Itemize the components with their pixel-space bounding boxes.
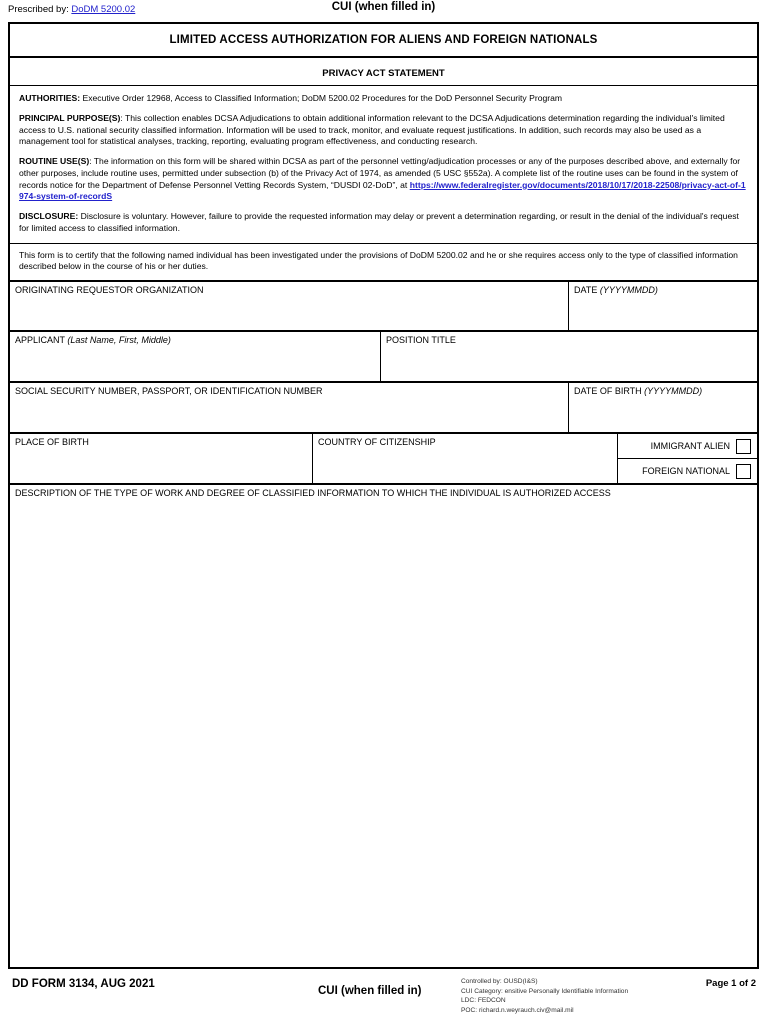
field-row-birth-citizenship-status	[10, 434, 757, 485]
field-label-position-title: POSITION TITLE	[386, 335, 456, 346]
disclosure-paragraph	[19, 211, 748, 235]
field-originating-requestor-organization[interactable]	[10, 282, 568, 330]
field-date[interactable]	[568, 282, 757, 330]
principal-purpose-text: : This collection enables DCSA Adjudications to obtain additional information relevant to the DCSA Adjudications determination regarding the individual's limited access to U.S. national security classified information. Information will be used to track, monitor, and evaluate request justifications. In addition, such records may also be used as a management tool for statistical analyses, tracking, reporting, evaluating program effectiveness, and conducting research.	[19, 112, 725, 147]
footer-cui-marking: CUI (when filled in)	[318, 985, 422, 997]
footer-form-number: DD FORM 3134, AUG 2021	[12, 978, 155, 990]
cui-header-marking: CUI (when filled in)	[331, 1, 436, 13]
authorities-text: Executive Order 12968, Access to Classified Information; DoDM 5200.02 Procedures for the DoD Personnel Security Program	[80, 93, 563, 103]
form-title: LIMITED ACCESS AUTHORIZATION FOR ALIENS AND FOREIGN NATIONALS	[169, 34, 598, 46]
field-label-country-of-citizenship: COUNTRY OF CITIZENSHIP	[318, 437, 436, 448]
field-row-applicant-position	[10, 332, 757, 383]
disclosure-label: DISCLOSURE:	[19, 211, 79, 222]
field-description-textarea[interactable]	[10, 505, 757, 967]
checkbox-label-immigrant-alien: IMMIGRANT ALIEN	[650, 441, 730, 452]
page-top-strip	[0, 0, 767, 20]
certification-statement: This form is to certify that the following named individual has been investigated under the provisions of DoDM 5200.02 and he or she requires access only to the type of classified information described below in the course of his or her duties.	[10, 244, 757, 283]
footer-poc: POC: richard.n.weyrauch.civ@mail.mil	[461, 1006, 574, 1014]
prescribed-by-link[interactable]: DoDM 5200.02	[71, 4, 136, 15]
routine-use-label: ROUTINE USE(S)	[19, 156, 90, 167]
dob-format-hint: (YYYYMMDD)	[644, 386, 703, 397]
page-footer	[0, 975, 767, 1024]
field-label-ssn-passport-id: SOCIAL SECURITY NUMBER, PASSPORT, OR IDENTIFICATION NUMBER	[15, 386, 323, 397]
date-label-text: DATE	[574, 285, 600, 296]
footer-cui-category: CUI Category: ensitive Personally Identifiable Information	[461, 987, 629, 995]
privacy-act-statement-title: PRIVACY ACT STATEMENT	[322, 68, 445, 79]
principal-purpose-label: PRINCIPAL PURPOSE(S)	[19, 112, 121, 123]
field-label-applicant	[15, 335, 380, 345]
field-row-organization-date	[10, 282, 757, 332]
form-container	[8, 22, 759, 969]
field-label-originating-requestor-organization: ORIGINATING REQUESTOR ORGANIZATION	[15, 285, 204, 296]
disclosure-text: Disclosure is voluntary. However, failure to provide the requested information may delay or prevent a determination regarding, or result in the denial of the individual's request for limited access to classified information.	[19, 211, 739, 233]
applicant-format-hint: (Last Name, First, Middle)	[67, 335, 171, 346]
alien-status-checkbox-group	[618, 434, 757, 483]
field-label-place-of-birth: PLACE OF BIRTH	[15, 437, 89, 448]
field-label-description	[10, 485, 757, 505]
privacy-act-title-band	[10, 58, 757, 86]
checkbox-immigrant-alien[interactable]	[736, 439, 751, 454]
prescribed-by-label: Prescribed by:	[8, 4, 72, 15]
description-header-text: DESCRIPTION OF THE TYPE OF WORK AND DEGREE OF CLASSIFIED INFORMATION TO WHICH THE INDIVIDUAL IS AUTHORIZED ACCESS	[15, 488, 611, 499]
field-country-of-citizenship[interactable]	[312, 434, 617, 483]
field-row-ssn-dob	[10, 383, 757, 434]
authorities-paragraph	[19, 93, 748, 105]
footer-controlled-by: Controlled by: OUSD(I&S)	[461, 978, 538, 985]
form-title-band	[10, 24, 757, 58]
field-place-of-birth[interactable]	[10, 434, 312, 483]
footer-page-number: Page 1 of 2	[705, 978, 756, 989]
checkbox-row-immigrant-alien[interactable]	[618, 434, 757, 458]
routine-use-url-link[interactable]: https://www.federalregister.gov/documents/2018/10/17/2018-22508/privacy-act-of-1974-system-of-recordS	[19, 179, 746, 202]
applicant-label-text: APPLICANT	[15, 335, 68, 346]
field-position-title[interactable]	[380, 332, 757, 381]
checkbox-label-foreign-national: FOREIGN NATIONAL	[642, 466, 730, 477]
footer-control-block	[461, 977, 628, 1015]
field-group-alien-status	[617, 434, 757, 483]
field-ssn-passport-id[interactable]	[10, 383, 568, 432]
authorities-label: AUTHORITIES:	[19, 93, 81, 103]
principal-purpose-paragraph	[19, 113, 748, 148]
routine-use-paragraph	[19, 156, 748, 203]
dob-label-text: DATE OF BIRTH	[574, 386, 645, 397]
field-date-of-birth[interactable]	[568, 383, 757, 432]
footer-ldc: LDC: FEDCON	[461, 997, 506, 1005]
privacy-act-statement-body	[10, 86, 757, 244]
field-applicant[interactable]	[10, 332, 380, 381]
checkbox-foreign-national[interactable]	[736, 464, 751, 479]
routine-use-text: : The information on this form will be shared within DCSA as part of the personnel vetting/adjudication processes or any of the purposes described above, and externally for other purposes, include routine uses, permitted under subsection (b) of the Privacy Act of 1974, as amended (5 USC §552a). A complete list of the routine uses can be found in the system of records notice for the Department of Defense Personnel Vetting Records System, “DUSDI 02-DoD”, at	[19, 156, 741, 190]
field-label-date	[574, 285, 757, 295]
date-format-hint: (YYYYMMDD)	[599, 285, 658, 296]
field-label-date-of-birth	[574, 386, 757, 396]
checkbox-row-foreign-national[interactable]	[618, 458, 757, 483]
